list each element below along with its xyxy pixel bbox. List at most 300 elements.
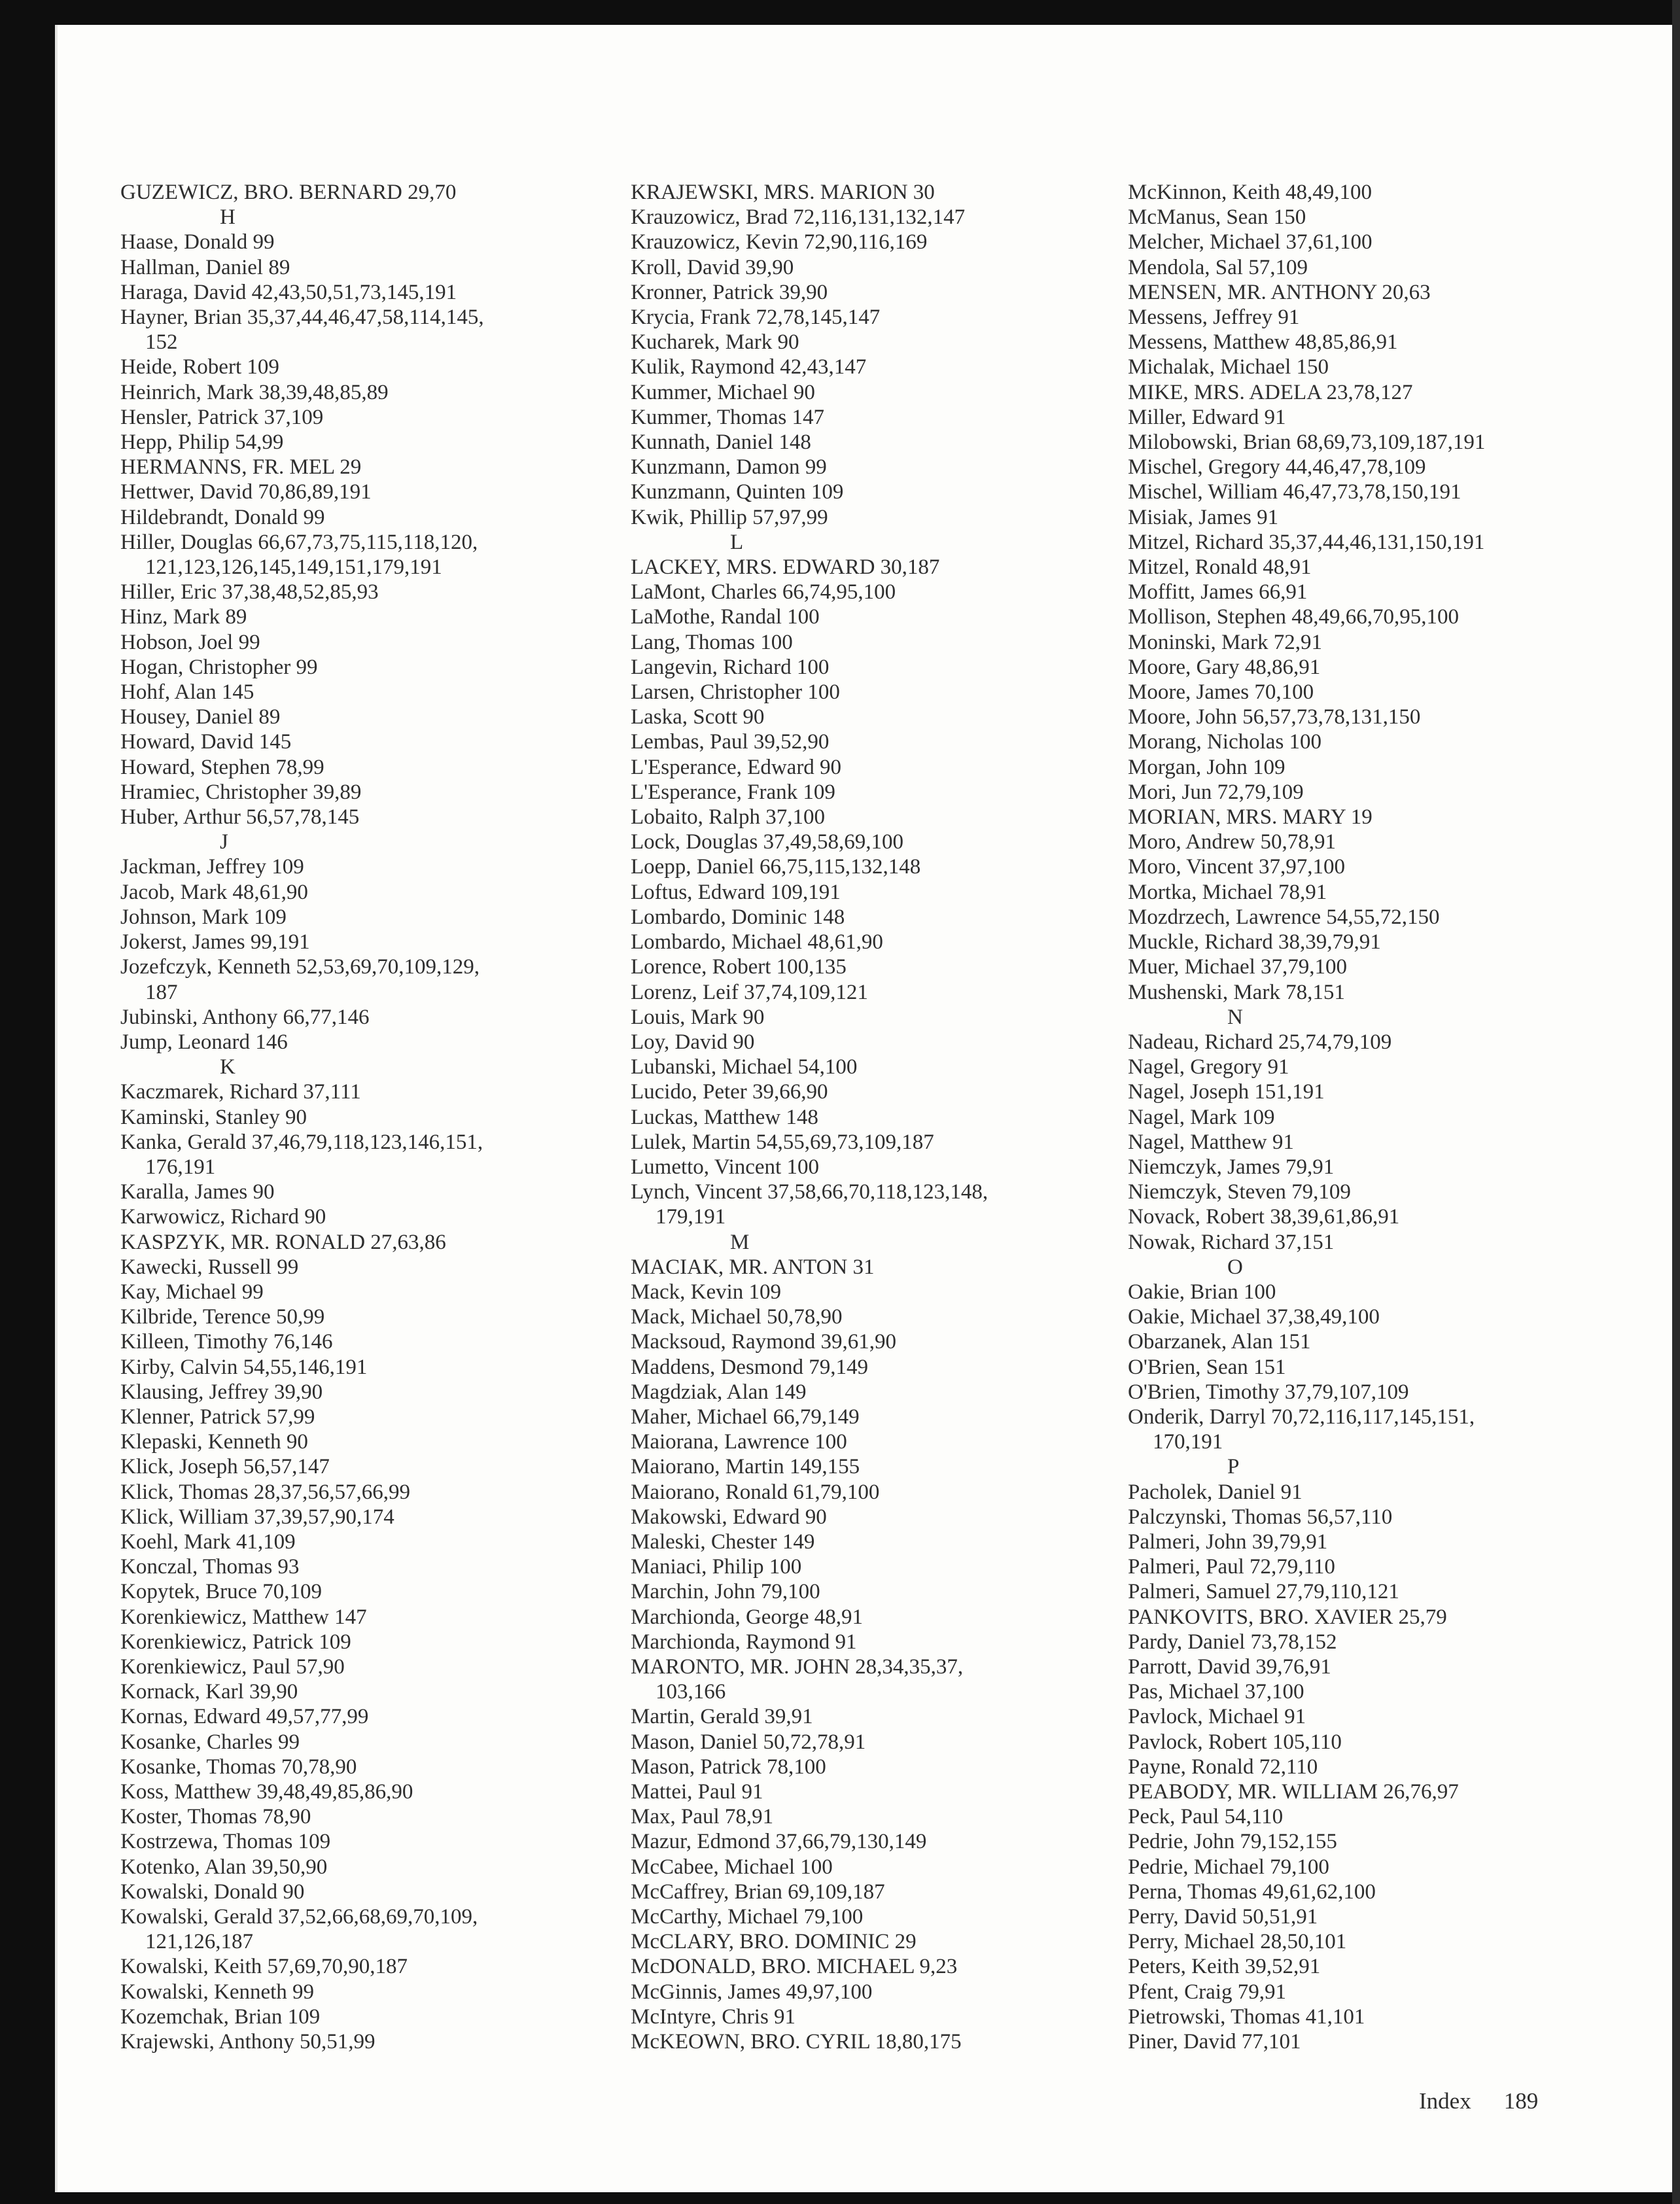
entry-text: Hogan, Christopher 99 xyxy=(120,655,318,679)
index-entry xyxy=(1128,305,1625,330)
index-entry xyxy=(1128,1180,1625,1204)
index-entry xyxy=(1128,1980,1625,2004)
scan-edge xyxy=(1672,0,1680,2204)
index-entry xyxy=(1128,280,1625,305)
index-entry xyxy=(1128,1829,1625,1854)
index-entry xyxy=(1128,1904,1625,1929)
index-entry xyxy=(631,880,1128,905)
index-entry xyxy=(631,954,1128,979)
index-entry xyxy=(631,1130,1128,1155)
index-entry xyxy=(1128,1480,1625,1505)
entry-text: McCarthy, Michael 79,100 xyxy=(631,1905,864,1929)
entry-text: Pacholek, Daniel 91 xyxy=(1128,1480,1303,1504)
entry-text: Luckas, Matthew 148 xyxy=(631,1105,818,1129)
index-entry xyxy=(120,1530,618,1554)
index-entry xyxy=(1128,1230,1625,1255)
entry-text: Mack, Michael 50,78,90 xyxy=(631,1305,843,1329)
entry-text: Perna, Thomas 49,61,62,100 xyxy=(1128,1880,1376,1904)
index-entry xyxy=(631,780,1128,805)
index-entry xyxy=(1128,680,1625,705)
entry-text: Klick, Joseph 56,57,147 xyxy=(120,1455,330,1479)
entry-text: Mori, Jun 72,79,109 xyxy=(1128,780,1304,804)
index-entry xyxy=(120,355,618,379)
entry-text: Klick, William 37,39,57,90,174 xyxy=(120,1505,394,1529)
entry-text: Mitzel, Richard 35,37,44,46,131,150,191 xyxy=(1128,530,1485,554)
index-entry xyxy=(631,1704,1128,1729)
index-entry xyxy=(120,1554,618,1579)
entry-text: McGinnis, James 49,97,100 xyxy=(631,1980,873,2004)
index-entry xyxy=(120,680,618,705)
index-entry xyxy=(631,1904,1128,1929)
entry-text: Kowalski, Kenneth 99 xyxy=(120,1980,315,2004)
index-entry xyxy=(120,854,618,879)
index-entry xyxy=(631,355,1128,379)
index-entry xyxy=(631,1429,1128,1454)
entry-text: Marchionda, George 48,91 xyxy=(631,1605,863,1629)
index-entry xyxy=(1128,655,1625,680)
entry-text: McKEOWN, BRO. CYRIL 18,80,175 xyxy=(631,2030,962,2054)
entry-text: Kotenko, Alan 39,50,90 xyxy=(120,1855,328,1879)
index-entry xyxy=(120,1030,618,1055)
index-entry xyxy=(631,330,1128,355)
entry-text: Klausing, Jeffrey 39,90 xyxy=(120,1380,323,1404)
index-entry xyxy=(631,1079,1128,1104)
entry-text: Kwik, Phillip 57,97,99 xyxy=(631,505,828,529)
index-entry xyxy=(120,180,618,205)
entry-text: Krajewski, Anthony 50,51,99 xyxy=(120,2030,376,2054)
entry-text: Pedrie, John 79,152,155 xyxy=(1128,1830,1337,1854)
index-entry xyxy=(631,1730,1128,1755)
entry-text: Maiorano, Martin 149,155 xyxy=(631,1455,860,1479)
entry-text: Heide, Robert 109 xyxy=(120,355,279,379)
entry-text: Messens, Matthew 48,85,86,91 xyxy=(1128,330,1398,355)
entry-text: Marchin, John 79,100 xyxy=(631,1580,820,1604)
entry-text: Nagel, Mark 109 xyxy=(1128,1105,1275,1129)
entry-text: Milobowski, Brian 68,69,73,109,187,191 xyxy=(1128,430,1486,455)
entry-text: Hramiec, Christopher 39,89 xyxy=(120,780,362,804)
entry-text: KASPZYK, MR. RONALD 27,63,86 xyxy=(120,1230,446,1254)
entry-text: Loepp, Daniel 66,75,115,132,148 xyxy=(631,855,921,879)
entry-text: Hallman, Daniel 89 xyxy=(120,255,290,279)
index-entry xyxy=(120,480,618,504)
entry-text: Karalla, James 90 xyxy=(120,1180,275,1204)
index-entry xyxy=(631,1804,1128,1829)
index-entry xyxy=(120,1579,618,1604)
index-entry xyxy=(631,1155,1128,1180)
entry-text: Hettwer, David 70,86,89,191 xyxy=(120,480,372,504)
entry-text: Obarzanek, Alan 151 xyxy=(1128,1330,1311,1354)
index-entry xyxy=(1128,1380,1625,1405)
entry-text: Louis, Mark 90 xyxy=(631,1005,765,1029)
entry-text: Howard, Stephen 78,99 xyxy=(120,755,324,779)
entry-text: Maleski, Chester 149 xyxy=(631,1530,815,1554)
index-entry xyxy=(1128,880,1625,905)
index-entry xyxy=(120,255,618,280)
entry-text: Peck, Paul 54,110 xyxy=(1128,1805,1284,1829)
entry-text: Mitzel, Ronald 48,91 xyxy=(1128,555,1312,580)
index-entry xyxy=(120,1654,618,1679)
entry-text: Jokerst, James 99,191 xyxy=(120,930,310,954)
entry-text: McDONALD, BRO. MICHAEL 9,23 xyxy=(631,1955,958,1979)
index-entry xyxy=(1128,1030,1625,1055)
index-entry xyxy=(120,1480,618,1505)
entry-text: MORIAN, MRS. MARY 19 xyxy=(1128,805,1373,830)
entry-text: Kowalski, Keith 57,69,70,90,187 xyxy=(120,1955,408,1979)
entry-text: Maniaci, Philip 100 xyxy=(631,1555,802,1579)
entry-text: MENSEN, MR. ANTHONY 20,63 xyxy=(1128,280,1431,304)
index-entry xyxy=(1128,1954,1625,1979)
entry-text: Messens, Jeffrey 91 xyxy=(1128,306,1300,330)
index-entry xyxy=(120,2004,618,2029)
entry-text: Piner, David 77,101 xyxy=(1128,2030,1301,2054)
index-entry xyxy=(120,430,618,455)
entry-text: Krauzowicz, Kevin 72,90,116,169 xyxy=(631,230,928,254)
index-entry xyxy=(1128,1280,1625,1304)
entry-text: Jubinski, Anthony 66,77,146 xyxy=(120,1005,370,1029)
entry-text: Magdziak, Alan 149 xyxy=(631,1380,807,1404)
entry-text: Kaczmarek, Richard 37,111 xyxy=(120,1080,361,1104)
entry-text: Kowalski, Donald 90 xyxy=(120,1880,305,1904)
index-entry xyxy=(631,380,1128,405)
index-entry xyxy=(631,830,1128,854)
index-entry xyxy=(1128,505,1625,530)
entry-text: Kunzmann, Quinten 109 xyxy=(631,480,844,504)
index-entry xyxy=(120,455,618,480)
index-entry xyxy=(1128,555,1625,580)
entry-text: Lucido, Peter 39,66,90 xyxy=(631,1080,828,1104)
entry-text: Kronner, Patrick 39,90 xyxy=(631,280,828,304)
index-entry xyxy=(120,1880,618,1904)
index-entry xyxy=(1128,330,1625,355)
page-footer xyxy=(1419,2088,1538,2114)
entry-text: Maiorana, Lawrence 100 xyxy=(631,1430,847,1454)
index-entry xyxy=(1128,930,1625,954)
entry-text: Moninski, Mark 72,91 xyxy=(1128,630,1322,654)
page-number: 189 xyxy=(1503,2088,1539,2114)
index-entry xyxy=(120,1230,618,1255)
index-entry xyxy=(631,1980,1128,2004)
index-entry xyxy=(1128,1329,1625,1354)
index-page xyxy=(55,25,1672,2192)
entry-text: Peters, Keith 39,52,91 xyxy=(1128,1955,1321,1979)
entry-text: Pavlock, Michael 91 xyxy=(1128,1705,1306,1729)
entry-text: Macksoud, Raymond 39,61,90 xyxy=(631,1330,897,1354)
entry-continuation: 121,126,187 xyxy=(145,1930,253,1954)
entry-text: Lynch, Vincent 37,58,66,70,118,123,148, xyxy=(631,1180,989,1204)
entry-continuation: 187 xyxy=(145,980,178,1004)
entry-text: Krycia, Frank 72,78,145,147 xyxy=(631,306,881,330)
index-entry xyxy=(631,430,1128,455)
entry-text: Kozemchak, Brian 109 xyxy=(120,2004,321,2029)
entry-text: Lulek, Martin 54,55,69,73,109,187 xyxy=(631,1130,934,1154)
entry-text: Payne, Ronald 72,110 xyxy=(1128,1755,1318,1779)
section-letter: M xyxy=(730,1230,750,1254)
index-entry xyxy=(120,1980,618,2004)
entry-text: GUZEWICZ, BRO. BERNARD 29,70 xyxy=(120,181,457,204)
index-entry xyxy=(631,230,1128,254)
entry-text: Kanka, Gerald 37,46,79,118,123,146,151, xyxy=(120,1130,483,1154)
index-entry xyxy=(120,1454,618,1479)
entry-text: Mendola, Sal 57,109 xyxy=(1128,255,1308,279)
index-entry xyxy=(631,854,1128,879)
entry-text: Mozdrzech, Lawrence 54,55,72,150 xyxy=(1128,905,1440,929)
entry-text: Kopytek, Bruce 70,109 xyxy=(120,1580,322,1604)
entry-text: Killeen, Timothy 76,146 xyxy=(120,1330,333,1354)
entry-text: MARONTO, MR. JOHN 28,34,35,37, xyxy=(631,1654,964,1679)
entry-text: MIKE, MRS. ADELA 23,78,127 xyxy=(1128,380,1413,404)
entry-text: Pfent, Craig 79,91 xyxy=(1128,1980,1286,2004)
index-entry xyxy=(631,630,1128,655)
entry-text: Onderik, Darryl 70,72,116,117,145,151, xyxy=(1128,1405,1475,1429)
entry-text: Nadeau, Richard 25,74,79,109 xyxy=(1128,1030,1392,1054)
entry-text: Moro, Andrew 50,78,91 xyxy=(1128,830,1337,854)
index-entry xyxy=(120,1730,618,1755)
index-entry xyxy=(1128,830,1625,854)
entry-text: Hensler, Patrick 37,109 xyxy=(120,405,324,429)
index-entry xyxy=(1128,1055,1625,1079)
index-entry xyxy=(120,380,618,405)
index-entry xyxy=(1128,355,1625,379)
index-entry xyxy=(1128,729,1625,754)
entry-text: Kulik, Raymond 42,43,147 xyxy=(631,355,867,379)
index-entry xyxy=(1128,630,1625,655)
index-entry xyxy=(631,1605,1128,1630)
index-entry xyxy=(120,705,618,729)
entry-continuation: 152 xyxy=(145,330,178,355)
entry-text: Mushenski, Mark 78,151 xyxy=(1128,980,1345,1004)
index-entry xyxy=(1128,1630,1625,1654)
entry-text: Maiorano, Ronald 61,79,100 xyxy=(631,1480,880,1504)
entry-text: Pavlock, Robert 105,110 xyxy=(1128,1730,1342,1754)
entry-text: Koehl, Mark 41,109 xyxy=(120,1530,296,1554)
entry-text: Nagel, Gregory 91 xyxy=(1128,1055,1289,1079)
index-entry xyxy=(1128,1579,1625,1604)
index-entry xyxy=(120,1855,618,1880)
entry-text: PEABODY, MR. WILLIAM 26,76,97 xyxy=(1128,1780,1459,1804)
index-entry xyxy=(120,604,618,629)
index-entry xyxy=(631,1255,1128,1280)
entry-text: Konczal, Thomas 93 xyxy=(120,1555,300,1579)
index-entry xyxy=(631,1630,1128,1654)
entry-text: LaMothe, Randal 100 xyxy=(631,605,820,629)
index-entry xyxy=(1128,405,1625,430)
index-entry xyxy=(631,505,1128,530)
index-entry xyxy=(631,655,1128,680)
index-entry xyxy=(120,780,618,805)
index-entry xyxy=(1128,255,1625,280)
entry-text: Langevin, Richard 100 xyxy=(631,655,830,679)
index-entry xyxy=(631,1329,1128,1354)
entry-continuation: 179,191 xyxy=(656,1205,726,1229)
entry-text: Hinz, Mark 89 xyxy=(120,605,247,629)
entry-text: Kunzmann, Damon 99 xyxy=(631,455,827,480)
entry-text: Huber, Arthur 56,57,78,145 xyxy=(120,805,360,830)
entry-continuation: 103,166 xyxy=(656,1680,726,1704)
entry-text: Kostrzewa, Thomas 109 xyxy=(120,1830,331,1854)
index-entry xyxy=(631,980,1128,1005)
index-entry xyxy=(631,1929,1128,1954)
index-entry xyxy=(1128,1505,1625,1530)
entry-text: Larsen, Christopher 100 xyxy=(631,680,840,705)
index-entry xyxy=(631,905,1128,930)
entry-text: Mattei, Paul 91 xyxy=(631,1780,763,1804)
index-entry xyxy=(120,230,618,254)
index-entry xyxy=(631,930,1128,954)
index-entry xyxy=(120,1755,618,1779)
index-entry xyxy=(631,1554,1128,1579)
entry-text: Mack, Kevin 109 xyxy=(631,1280,782,1304)
entry-text: Martin, Gerald 39,91 xyxy=(631,1705,813,1729)
entry-text: Heinrich, Mark 38,39,48,85,89 xyxy=(120,380,389,404)
index-entry xyxy=(631,1380,1128,1405)
index-entry xyxy=(120,1304,618,1329)
index-entry xyxy=(631,305,1128,330)
entry-text: Kirby, Calvin 54,55,146,191 xyxy=(120,1355,368,1379)
entry-text: Palmeri, Samuel 27,79,110,121 xyxy=(1128,1580,1399,1604)
section-letter: P xyxy=(1227,1455,1240,1479)
index-entry xyxy=(1128,954,1625,979)
index-entry xyxy=(631,180,1128,205)
entry-text: Kucharek, Mark 90 xyxy=(631,330,799,355)
index-entry xyxy=(1128,480,1625,504)
entry-text: Kilbride, Terence 50,99 xyxy=(120,1305,325,1329)
index-entry xyxy=(631,604,1128,629)
index-entry xyxy=(631,1405,1128,1429)
entry-text: Max, Paul 78,91 xyxy=(631,1805,774,1829)
entry-text: Makowski, Edward 90 xyxy=(631,1505,827,1529)
index-entry xyxy=(120,530,618,580)
entry-text: Jacob, Mark 48,61,90 xyxy=(120,880,308,904)
index-entry xyxy=(120,405,618,430)
index-entry xyxy=(631,680,1128,705)
entry-text: Lombardo, Michael 48,61,90 xyxy=(631,930,883,954)
section-letter: O xyxy=(1227,1255,1243,1279)
index-entry xyxy=(1128,755,1625,780)
index-entry xyxy=(120,1954,618,1979)
entry-text: Palczynski, Thomas 56,57,110 xyxy=(1128,1505,1393,1529)
entry-text: Korenkiewicz, Matthew 147 xyxy=(120,1605,367,1629)
index-entry xyxy=(631,1880,1128,1904)
entry-text: Howard, David 145 xyxy=(120,730,292,754)
entry-text: LaMont, Charles 66,74,95,100 xyxy=(631,580,896,604)
index-entry xyxy=(1128,530,1625,555)
index-entry xyxy=(631,455,1128,480)
index-entry xyxy=(120,1904,618,1954)
index-entry xyxy=(1128,180,1625,205)
index-entry xyxy=(120,1605,618,1630)
entry-text: L'Esperance, Frank 109 xyxy=(631,780,835,804)
entry-text: McManus, Sean 150 xyxy=(1128,205,1306,230)
index-entry xyxy=(120,755,618,780)
index-entry xyxy=(1128,1530,1625,1554)
entry-text: Kawecki, Russell 99 xyxy=(120,1255,299,1279)
entry-text: Morang, Nicholas 100 xyxy=(1128,730,1322,754)
entry-text: Perry, David 50,51,91 xyxy=(1128,1905,1318,1929)
index-entry xyxy=(120,505,618,530)
index-entry xyxy=(631,729,1128,754)
entry-text: Michalak, Michael 150 xyxy=(1128,355,1329,379)
entry-text: Kummer, Michael 90 xyxy=(631,380,815,404)
entry-text: McCLARY, BRO. DOMINIC 29 xyxy=(631,1930,917,1954)
index-entry xyxy=(120,1180,618,1204)
index-entry xyxy=(120,655,618,680)
index-entry xyxy=(631,1954,1128,1979)
entry-text: Perry, Michael 28,50,101 xyxy=(1128,1930,1347,1954)
section-letter: L xyxy=(730,530,744,554)
entry-text: MACIAK, MR. ANTON 31 xyxy=(631,1255,875,1279)
index-entry xyxy=(631,1180,1128,1229)
entry-text: Oakie, Brian 100 xyxy=(1128,1280,1276,1304)
index-entry xyxy=(631,1505,1128,1530)
index-entry xyxy=(1128,580,1625,604)
index-entry xyxy=(1128,604,1625,629)
entry-text: L'Esperance, Edward 90 xyxy=(631,755,842,779)
index-entry xyxy=(631,1755,1128,1779)
entry-text: KRAJEWSKI, MRS. MARION 30 xyxy=(631,181,935,204)
entry-text: Klepaski, Kenneth 90 xyxy=(120,1430,308,1454)
entry-text: Klenner, Patrick 57,99 xyxy=(120,1405,315,1429)
index-entry xyxy=(120,1779,618,1804)
index-entry xyxy=(1128,980,1625,1005)
index-entry xyxy=(120,905,618,930)
index-entry xyxy=(1128,1105,1625,1130)
index-entry xyxy=(120,1280,618,1304)
entry-text: Mollison, Stephen 48,49,66,70,95,100 xyxy=(1128,605,1460,629)
entry-continuation: 176,191 xyxy=(145,1155,216,1179)
entry-text: Kaminski, Stanley 90 xyxy=(120,1105,307,1129)
entry-text: Koss, Matthew 39,48,49,85,86,90 xyxy=(120,1780,413,1804)
entry-text: Lumetto, Vincent 100 xyxy=(631,1155,819,1179)
index-entry xyxy=(1128,1679,1625,1704)
entry-text: Kosanke, Thomas 70,78,90 xyxy=(120,1755,357,1779)
index-entry xyxy=(631,1030,1128,1055)
index-entry xyxy=(631,1280,1128,1304)
index-entry xyxy=(1128,1730,1625,1755)
entry-text: Koster, Thomas 78,90 xyxy=(120,1805,311,1829)
entry-text: O'Brien, Sean 151 xyxy=(1128,1355,1286,1379)
index-entry xyxy=(631,1654,1128,1704)
entry-text: Niemczyk, James 79,91 xyxy=(1128,1155,1335,1179)
entry-continuation: 170,191 xyxy=(1153,1430,1223,1454)
entry-text: Kosanke, Charles 99 xyxy=(120,1730,300,1754)
index-entry xyxy=(120,1329,618,1354)
entry-text: Loftus, Edward 109,191 xyxy=(631,880,841,904)
entry-text: Pardy, Daniel 73,78,152 xyxy=(1128,1630,1337,1654)
entry-text: Karwowicz, Richard 90 xyxy=(120,1205,326,1229)
entry-text: Morgan, John 109 xyxy=(1128,755,1286,779)
entry-text: O'Brien, Timothy 37,79,107,109 xyxy=(1128,1380,1409,1404)
entry-text: Laska, Scott 90 xyxy=(631,705,765,729)
index-entry xyxy=(1128,380,1625,405)
index-entry xyxy=(120,1130,618,1180)
entry-text: Kay, Michael 99 xyxy=(120,1280,264,1304)
index-entry xyxy=(631,805,1128,830)
index-entry xyxy=(1128,1355,1625,1380)
entry-text: Palmeri, John 39,79,91 xyxy=(1128,1530,1328,1554)
entry-text: Misiak, James 91 xyxy=(1128,505,1279,529)
entry-text: Lang, Thomas 100 xyxy=(631,630,793,654)
index-entry xyxy=(120,1630,618,1654)
index-entry xyxy=(1128,1855,1625,1880)
entry-text: Loy, David 90 xyxy=(631,1030,755,1054)
entry-text: Kornas, Edward 49,57,77,99 xyxy=(120,1705,369,1729)
index-entry xyxy=(1128,905,1625,930)
index-entry xyxy=(120,580,618,604)
index-entry xyxy=(631,1105,1128,1130)
entry-text: McCabee, Michael 100 xyxy=(631,1855,833,1879)
entry-text: Haase, Donald 99 xyxy=(120,230,275,254)
index-entry xyxy=(1128,705,1625,729)
